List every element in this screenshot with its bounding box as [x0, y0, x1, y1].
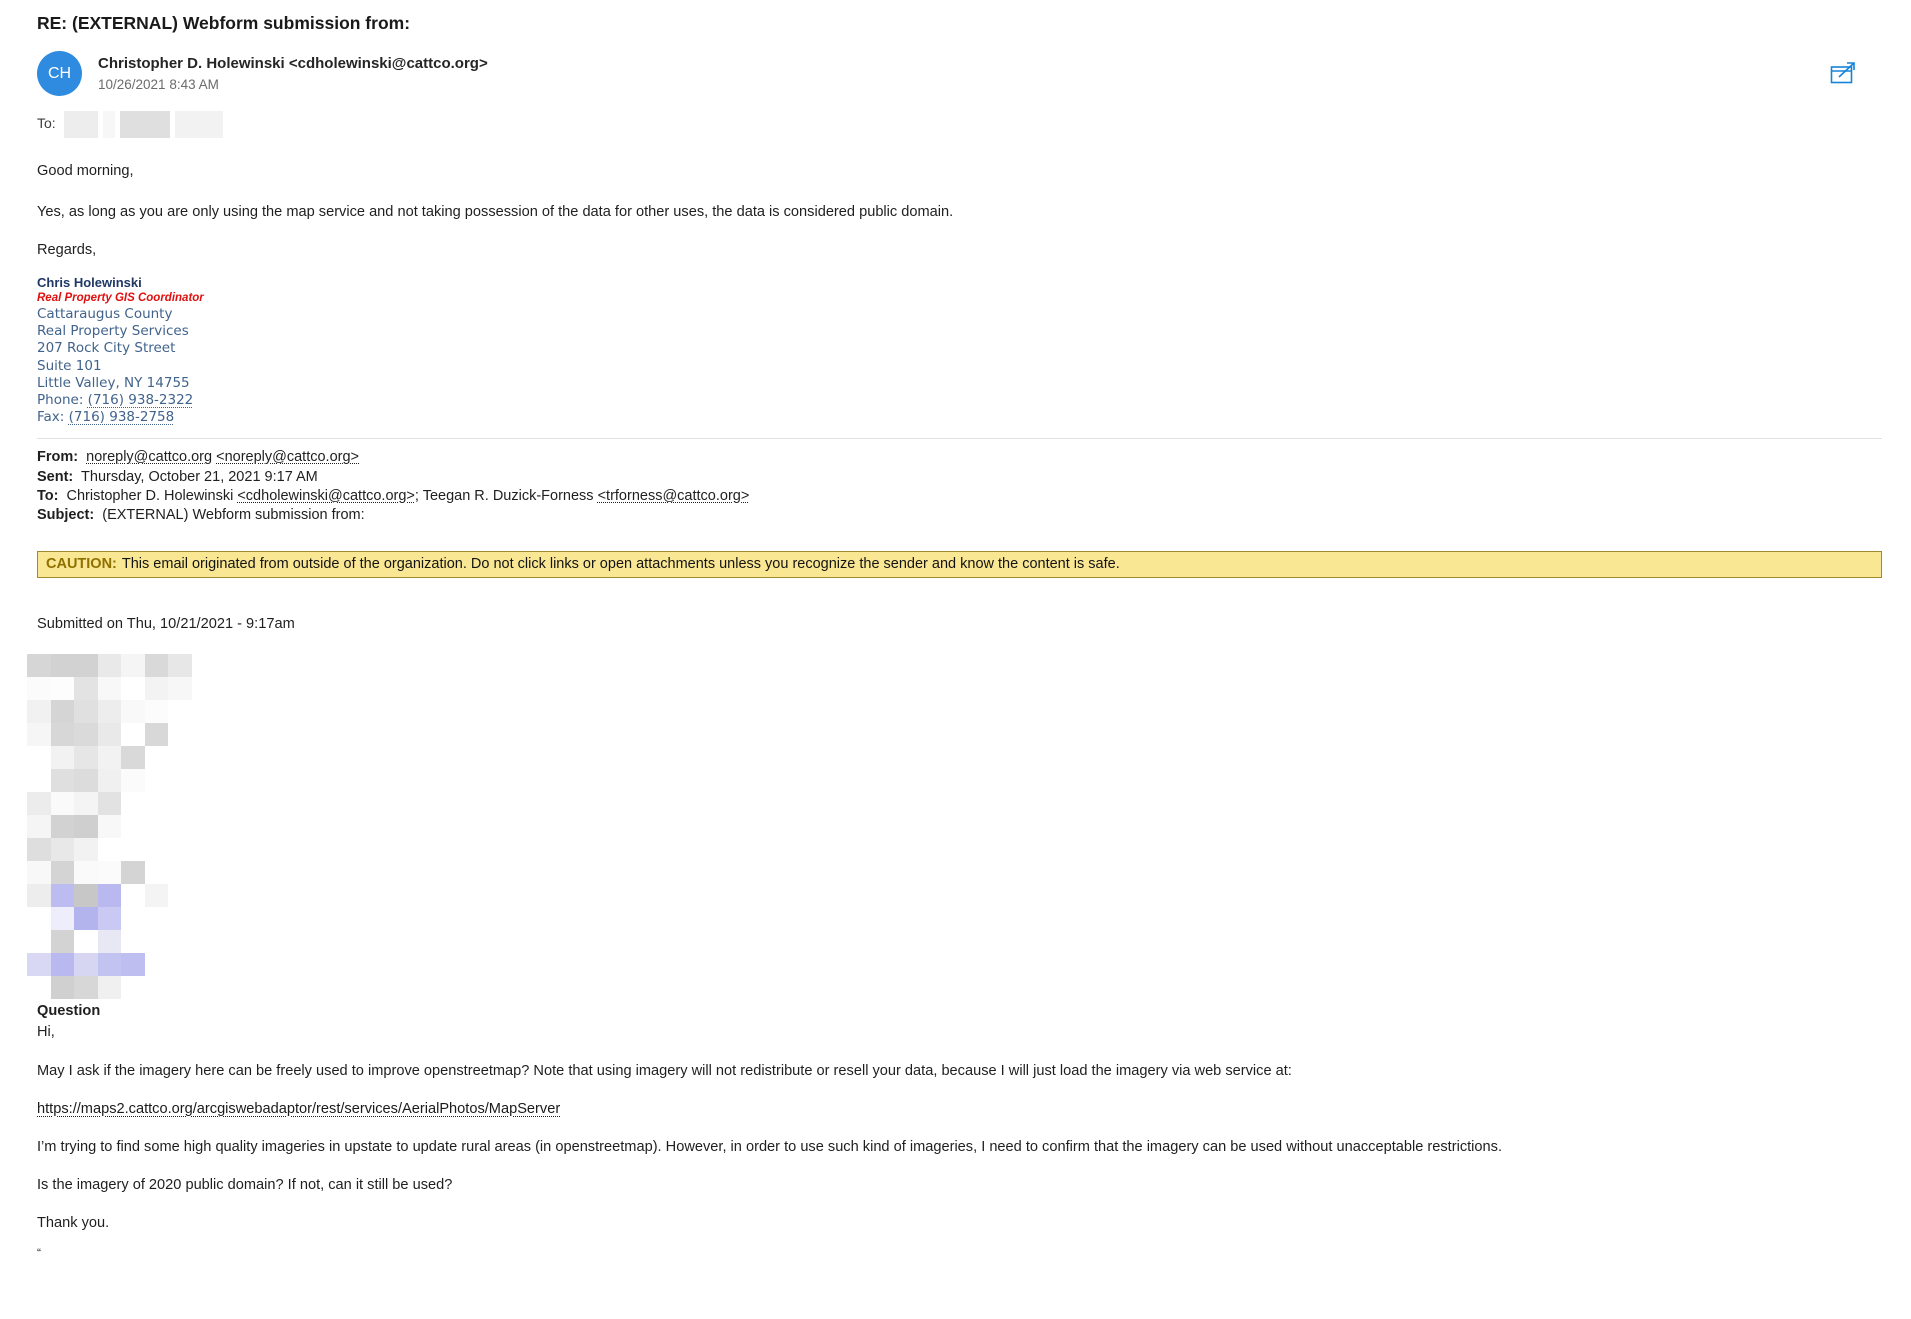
fax-label: Fax: [37, 409, 65, 426]
redaction-block [103, 111, 115, 138]
webform-paragraph-3: Is the imagery of 2020 public domain? If not, can it still be used? [37, 1176, 453, 1193]
mosaic-cell [145, 746, 169, 769]
mosaic-cell [27, 838, 51, 861]
mosaic-cell [27, 976, 51, 999]
mosaic-cell [27, 792, 51, 815]
mosaic-cell [145, 654, 169, 677]
mosaic-cell [121, 884, 145, 907]
sent-value: Thursday, October 21, 2021 9:17 AM [81, 468, 318, 485]
redacted-content-mosaic [27, 654, 1881, 999]
mosaic-cell [121, 953, 145, 976]
to-label: To: [37, 115, 56, 131]
signature-city: Little Valley, NY 14755 [37, 374, 190, 391]
mosaic-cell [121, 700, 145, 723]
mosaic-cell [74, 700, 98, 723]
signature-org: Cattaraugus County [37, 306, 173, 322]
mosaic-cell [168, 700, 192, 723]
mosaic-cell [27, 953, 51, 976]
signature-dept: Real Property Services [37, 323, 189, 340]
mosaic-cell [51, 700, 75, 723]
mosaic-cell [27, 746, 51, 769]
redaction-block [120, 111, 170, 138]
mosaic-cell [51, 792, 75, 815]
mosaic-cell [121, 792, 145, 815]
recipient-email-2[interactable]: <trforness@cattco.org> [597, 488, 750, 505]
webform-hi: Hi, [37, 1023, 55, 1040]
mosaic-cell [98, 723, 122, 746]
greeting-text: Good morning, [37, 163, 134, 179]
mosaic-cell [51, 907, 75, 930]
caution-label: CAUTION: [46, 555, 117, 572]
mosaic-cell [51, 654, 75, 677]
fax-link[interactable]: (716) 938-2758 [68, 409, 175, 426]
mosaic-cell [145, 677, 169, 700]
mosaic-cell [145, 815, 169, 838]
mosaic-cell [145, 700, 169, 723]
mosaic-cell [168, 815, 192, 838]
mosaic-cell [74, 884, 98, 907]
submitted-timestamp: Submitted on Thu, 10/21/2021 - 9:17am [37, 615, 295, 632]
to-line [37, 115, 1881, 138]
link-line [37, 1100, 1881, 1118]
mosaic-cell [98, 746, 122, 769]
quoted-headers [37, 448, 1881, 525]
mosaic-cell [27, 723, 51, 746]
mosaic-cell [51, 838, 75, 861]
quoted-subject-line [37, 506, 1881, 525]
mosaic-cell [51, 861, 75, 884]
mapserver-link[interactable]: https://maps2.cattco.org/arcgiswebadaptor/rest/services/AerialPhotos/MapServer [37, 1100, 561, 1117]
mosaic-cell [145, 792, 169, 815]
signature-phone-line [37, 392, 1881, 409]
mosaic-cell [168, 769, 192, 792]
mosaic-cell [51, 815, 75, 838]
mosaic-cell [74, 861, 98, 884]
mosaic-cell [98, 976, 122, 999]
mosaic-cell [51, 677, 75, 700]
mosaic-cell [51, 884, 75, 907]
sender-name: Christopher D. Holewinski <cdholewinski@cattco.org> [98, 55, 488, 72]
email-divider [37, 438, 1882, 439]
webform-paragraph-2: I’m trying to find some high quality imageries in upstate to update rural areas (in openstreetmap). However, in order to use such kind of imageries, I need to confirm that the imagery can be used without unacceptable restrictions. [37, 1138, 1503, 1155]
mosaic-cell [74, 838, 98, 861]
mosaic-cell [98, 861, 122, 884]
mosaic-cell [121, 861, 145, 884]
mosaic-cell [121, 746, 145, 769]
mosaic-cell [51, 769, 75, 792]
mosaic-cell [145, 884, 169, 907]
mosaic-cell [27, 677, 51, 700]
mosaic-cell [168, 723, 192, 746]
mosaic-cell [98, 907, 122, 930]
mosaic-cell [98, 700, 122, 723]
recipient-name-1: Christopher D. Holewinski [66, 488, 234, 505]
mosaic-cell [98, 677, 122, 700]
mosaic-cell [74, 792, 98, 815]
mosaic-cell [98, 654, 122, 677]
mosaic-cell [74, 769, 98, 792]
mosaic-cell [27, 907, 51, 930]
mosaic-cell [51, 723, 75, 746]
signature-fax-line [37, 409, 1881, 426]
mosaic-cell [74, 677, 98, 700]
open-in-new-window-icon [1830, 74, 1857, 89]
popout-button[interactable] [1828, 59, 1859, 91]
redaction-block [64, 111, 98, 138]
mosaic-cell [145, 930, 169, 953]
mosaic-cell [168, 654, 192, 677]
mosaic-cell [168, 838, 192, 861]
mosaic-cell [121, 976, 145, 999]
phone-label: Phone: [37, 392, 84, 409]
mosaic-cell [27, 769, 51, 792]
mosaic-cell [168, 976, 192, 999]
quoted-from-line [37, 448, 1881, 467]
mosaic-cell [74, 930, 98, 953]
mosaic-cell [145, 861, 169, 884]
mosaic-cell [121, 815, 145, 838]
quoted-subject-label: Subject: [37, 507, 95, 524]
mosaic-cell [145, 723, 169, 746]
external-caution-banner [37, 551, 1882, 578]
subject-title: RE: (EXTERNAL) Webform submission from: [37, 13, 411, 33]
mosaic-cell [121, 838, 145, 861]
mosaic-cell [121, 654, 145, 677]
sender-meta [98, 51, 1828, 92]
mosaic-cell [168, 907, 192, 930]
signature-name: Chris Holewinski [37, 275, 142, 290]
sender-row [37, 51, 1881, 96]
mosaic-cell [27, 861, 51, 884]
mosaic-cell [74, 746, 98, 769]
avatar[interactable] [37, 51, 82, 96]
from-address-full[interactable]: <noreply@cattco.org> [216, 449, 359, 466]
mosaic-cell [98, 815, 122, 838]
signature-job-title: Real Property GIS Coordinator [37, 292, 204, 304]
regards-text: Regards, [37, 242, 97, 258]
mosaic-cell [168, 792, 192, 815]
mosaic-cell [27, 654, 51, 677]
closing-quote-char: “ [37, 1245, 41, 1260]
webform-thanks: Thank you. [37, 1214, 110, 1231]
question-heading: Question [37, 1002, 101, 1019]
from-label: From: [37, 449, 79, 466]
quoted-subject-value: (EXTERNAL) Webform submission from: [102, 507, 365, 524]
mosaic-cell [74, 723, 98, 746]
mosaic-cell [74, 953, 98, 976]
redaction-block [175, 111, 223, 138]
mosaic-cell [145, 976, 169, 999]
mosaic-cell [98, 930, 122, 953]
mosaic-cell [98, 884, 122, 907]
sent-timestamp: 10/26/2021 8:43 AM [98, 77, 219, 92]
mosaic-cell [51, 746, 75, 769]
mosaic-cell [168, 677, 192, 700]
webform-paragraph-1: May I ask if the imagery here can be freely used to improve openstreetmap? Note that using imagery will not redistribute or resell your data, because I will just load the imagery via web service at: [37, 1062, 1292, 1079]
mosaic-cell [168, 884, 192, 907]
mosaic-cell [74, 976, 98, 999]
mosaic-cell [121, 907, 145, 930]
from-address[interactable]: noreply@cattco.org [86, 449, 213, 466]
mosaic-cell [145, 907, 169, 930]
signature-block [37, 274, 1881, 426]
mosaic-cell [74, 907, 98, 930]
signature-street: 207 Rock City Street [37, 340, 176, 357]
mosaic-cell [74, 815, 98, 838]
mosaic-cell [51, 930, 75, 953]
mosaic-cell [121, 677, 145, 700]
mosaic-cell [27, 815, 51, 838]
mosaic-cell [74, 654, 98, 677]
mosaic-cell [145, 838, 169, 861]
body-paragraph: Yes, as long as you are only using the map service and not taking possession of the data for other uses, the data is considered public domain. [37, 204, 954, 220]
mosaic-cell [98, 953, 122, 976]
sent-label: Sent: [37, 468, 74, 485]
mosaic-cell [121, 723, 145, 746]
mosaic-cell [51, 976, 75, 999]
mosaic-cell [121, 930, 145, 953]
mosaic-cell [121, 769, 145, 792]
quoted-sent-line [37, 468, 1881, 487]
quoted-to-label: To: [37, 488, 59, 505]
mosaic-cell [98, 769, 122, 792]
recipient-name-2: Teegan R. Duzick-Forness [422, 488, 594, 505]
recipient-separator: ; [414, 488, 419, 505]
mosaic-cell [168, 861, 192, 884]
caution-text: This email originated from outside of the organization. Do not click links or open attachments unless you recognize the sender and know the content is safe. [121, 555, 1120, 572]
mosaic-cell [27, 700, 51, 723]
mosaic-cell [98, 838, 122, 861]
mosaic-cell [98, 792, 122, 815]
mosaic-cell [168, 953, 192, 976]
mosaic-cell [145, 769, 169, 792]
mosaic-cell [168, 746, 192, 769]
mosaic-cell [145, 953, 169, 976]
mosaic-cell [27, 930, 51, 953]
quoted-to-line [37, 487, 1881, 506]
recipient-email-1[interactable]: <cdholewinski@cattco.org> [237, 488, 415, 505]
signature-suite: Suite 101 [37, 357, 102, 374]
mosaic-cell [51, 953, 75, 976]
to-redaction [64, 111, 228, 138]
phone-link[interactable]: (716) 938-2322 [87, 392, 194, 409]
mosaic-cell [168, 930, 192, 953]
avatar-initials: CH [47, 64, 72, 82]
mosaic-cell [27, 884, 51, 907]
